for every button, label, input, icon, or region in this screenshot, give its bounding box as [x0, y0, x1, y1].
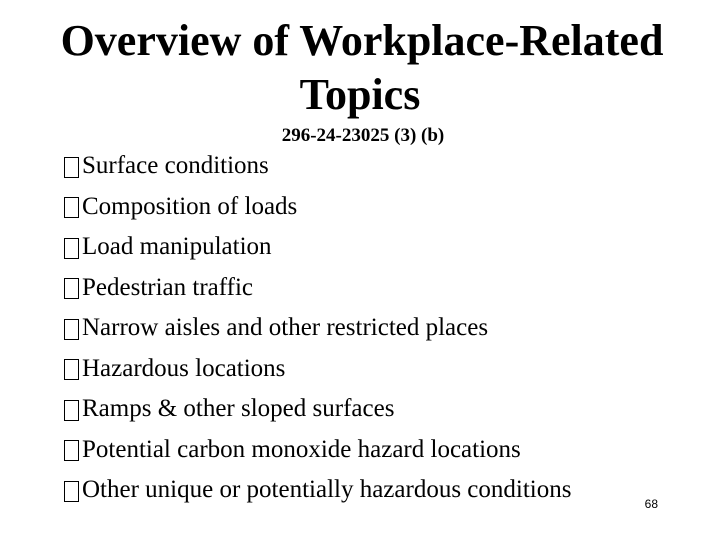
- list-item-text: Ramps & other sloped surfaces: [82, 395, 395, 422]
- box-bullet-icon: [64, 440, 79, 461]
- list-item-text: Potential carbon monoxide hazard locations: [82, 435, 521, 463]
- slide-title-line-1: Overview of Workplace-Related: [60, 16, 664, 65]
- regulation-citation: 296-24-23025 (3) (b): [281, 125, 445, 146]
- slide-title-line-2: Topics: [299, 70, 421, 119]
- list-item: [64, 187, 571, 228]
- list-item: [64, 146, 571, 187]
- box-bullet-icon: [64, 319, 79, 340]
- list-item-text: Composition of loads: [82, 192, 298, 220]
- box-bullet-icon: [64, 157, 79, 178]
- topic-list: [64, 146, 571, 511]
- box-bullet-icon: [64, 197, 79, 218]
- box-bullet-icon: [64, 278, 79, 299]
- box-bullet-icon: [64, 359, 79, 380]
- list-item: [64, 430, 571, 471]
- list-item-text: Narrow aisles and other restricted places: [82, 314, 489, 341]
- list-item: [64, 389, 571, 430]
- list-item: [64, 227, 571, 268]
- list-item-text: Surface conditions: [82, 152, 269, 179]
- page-number: 68: [644, 497, 658, 511]
- list-item-text: Load manipulation: [82, 233, 272, 260]
- list-item: [64, 308, 571, 349]
- list-item-text: Pedestrian traffic: [82, 273, 253, 301]
- list-item: [64, 470, 571, 511]
- list-item-text: Hazardous locations: [82, 354, 286, 382]
- slide-title: [0, 14, 720, 122]
- list-item: [64, 349, 571, 390]
- list-item-text: Other unique or potentially hazardous conditions: [82, 476, 572, 503]
- box-bullet-icon: [64, 481, 79, 502]
- list-item: [64, 268, 571, 309]
- box-bullet-icon: [64, 238, 79, 259]
- box-bullet-icon: [64, 400, 79, 421]
